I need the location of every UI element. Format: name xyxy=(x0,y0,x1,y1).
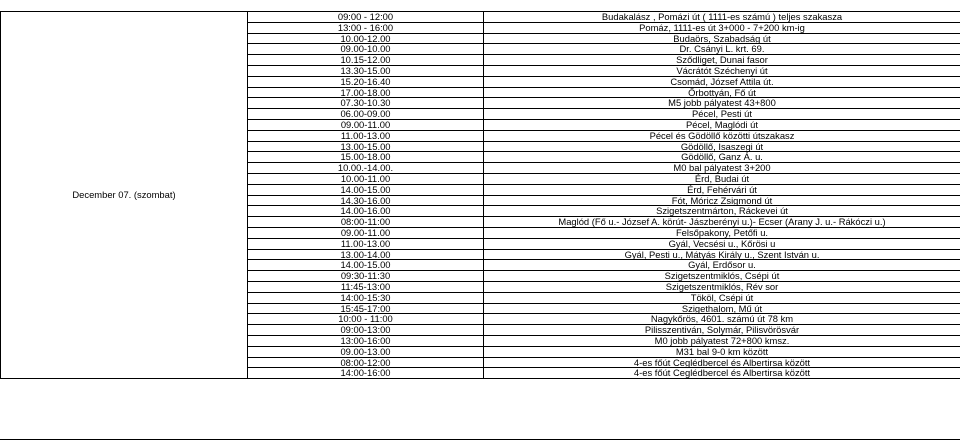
location-cell: Szigetszentmiklós, Csépi út xyxy=(484,271,960,282)
time-cell: 07.30-10.30 xyxy=(248,98,484,109)
location-cell: Gödöllő, Ganz Á. u. xyxy=(484,152,960,163)
time-cell: 10.15-12.00 xyxy=(248,55,484,66)
location-cell: Pécel, Pesti út xyxy=(484,109,960,120)
time-cell: 11.00-13.00 xyxy=(248,130,484,141)
location-cell: Budakalász , Pomázi út ( 1111-es számú ) teljes szakasza xyxy=(484,12,960,23)
time-cell: 10.00-11.00 xyxy=(248,173,484,184)
time-cell: 13.00-15.00 xyxy=(248,141,484,152)
time-cell: 09:00 - 12:00 xyxy=(248,12,484,23)
location-cell: Fót, Móricz Zsigmond út xyxy=(484,195,960,206)
location-cell: Pécel és Gödöllő közötti útszakasz xyxy=(484,130,960,141)
time-cell: 14.00-15.00 xyxy=(248,260,484,271)
time-cell: 09:00-13:00 xyxy=(248,325,484,336)
time-cell: 10:00 - 11:00 xyxy=(248,314,484,325)
location-cell: Vácrátót Széchenyi út xyxy=(484,65,960,76)
date-cell: December 07. (szombat) xyxy=(1,12,248,379)
time-cell: 11:45-13:00 xyxy=(248,281,484,292)
time-cell: 15.00-18.00 xyxy=(248,152,484,163)
location-cell: Sződliget, Dunai fasor xyxy=(484,55,960,66)
bottom-divider xyxy=(0,439,960,440)
time-cell: 06.00-09.00 xyxy=(248,109,484,120)
location-cell: M5 jobb pályatest 43+800 xyxy=(484,98,960,109)
time-cell: 13:00-16:00 xyxy=(248,335,484,346)
location-cell: Érd, Fehérvári út xyxy=(484,184,960,195)
location-cell: Pomáz, 1111-es út 3+000 - 7+200 km-ig xyxy=(484,22,960,33)
time-cell: 15.20-16.40 xyxy=(248,76,484,87)
location-cell: Gödöllő, Isaszegi út xyxy=(484,141,960,152)
time-cell: 13:00 - 16:00 xyxy=(248,22,484,33)
time-cell: 14.30-16.00 xyxy=(248,195,484,206)
time-cell: 09:30-11:30 xyxy=(248,271,484,282)
time-cell: 14.00-15.00 xyxy=(248,184,484,195)
location-cell: M0 jobb pályatest 72+800 kmsz. xyxy=(484,335,960,346)
location-cell: Érd, Budai út xyxy=(484,173,960,184)
time-cell: 17.00-18.00 xyxy=(248,87,484,98)
location-cell: 4-es főút Ceglédbercel és Albertirsa között xyxy=(484,357,960,368)
location-cell: M0 bal pályatest 3+200 xyxy=(484,163,960,174)
location-cell: Maglód (Fő u.- József A. körút- Jászberényi u.)- Ecser (Arany J. u.- Rákóczi u.) xyxy=(484,217,960,228)
time-cell: 14.00-16.00 xyxy=(248,206,484,217)
location-cell: Budaörs, Szabadság út xyxy=(484,33,960,44)
location-cell: Pilisszentiván, Solymár, Pilisvörösvár xyxy=(484,325,960,336)
location-cell: Szigethalom, Mű út xyxy=(484,303,960,314)
time-cell: 10.00.-14.00. xyxy=(248,163,484,174)
location-cell: Gyál, Pesti u., Mátyás Király u., Szent István u. xyxy=(484,249,960,260)
location-cell: M31 bal 9-0 km között xyxy=(484,346,960,357)
time-cell: 11.00-13.00 xyxy=(248,238,484,249)
location-cell: Szigetszentmiklós, Rév sor xyxy=(484,281,960,292)
location-cell: Csomád, József Attila út. xyxy=(484,76,960,87)
location-cell: Nagykőrös, 4601. számú út 78 km xyxy=(484,314,960,325)
table-row xyxy=(1,12,960,23)
time-cell: 09.00-10.00 xyxy=(248,44,484,55)
time-cell: 09.00-11.00 xyxy=(248,227,484,238)
location-cell: Őrbottyán, Fő út xyxy=(484,87,960,98)
time-cell: 15:45-17:00 xyxy=(248,303,484,314)
location-cell: Szigetszentmárton, Ráckevei út xyxy=(484,206,960,217)
time-cell: 09.00-13.00 xyxy=(248,346,484,357)
time-cell: 09.00-11.00 xyxy=(248,119,484,130)
schedule-table xyxy=(0,11,960,379)
schedule-body xyxy=(1,12,960,379)
time-cell: 13.30-15.00 xyxy=(248,65,484,76)
time-cell: 14:00-16:00 xyxy=(248,368,484,379)
time-cell: 13.00-14.00 xyxy=(248,249,484,260)
location-cell: Felsőpakony, Petőfi u. xyxy=(484,227,960,238)
location-cell: Pécel, Maglódi út xyxy=(484,119,960,130)
location-cell: Dr. Csányi L. krt. 69. xyxy=(484,44,960,55)
location-cell: Gyál, Vecsési u., Kőrösi u xyxy=(484,238,960,249)
location-cell: 4-es főút Ceglédbercel és Albertirsa között xyxy=(484,368,960,379)
location-cell: Gyál, Erdősor u. xyxy=(484,260,960,271)
time-cell: 08:00-11:00 xyxy=(248,217,484,228)
location-cell: Tököl, Csépi út xyxy=(484,292,960,303)
time-cell: 14:00-15:30 xyxy=(248,292,484,303)
time-cell: 10.00-12.00 xyxy=(248,33,484,44)
time-cell: 08:00-12:00 xyxy=(248,357,484,368)
